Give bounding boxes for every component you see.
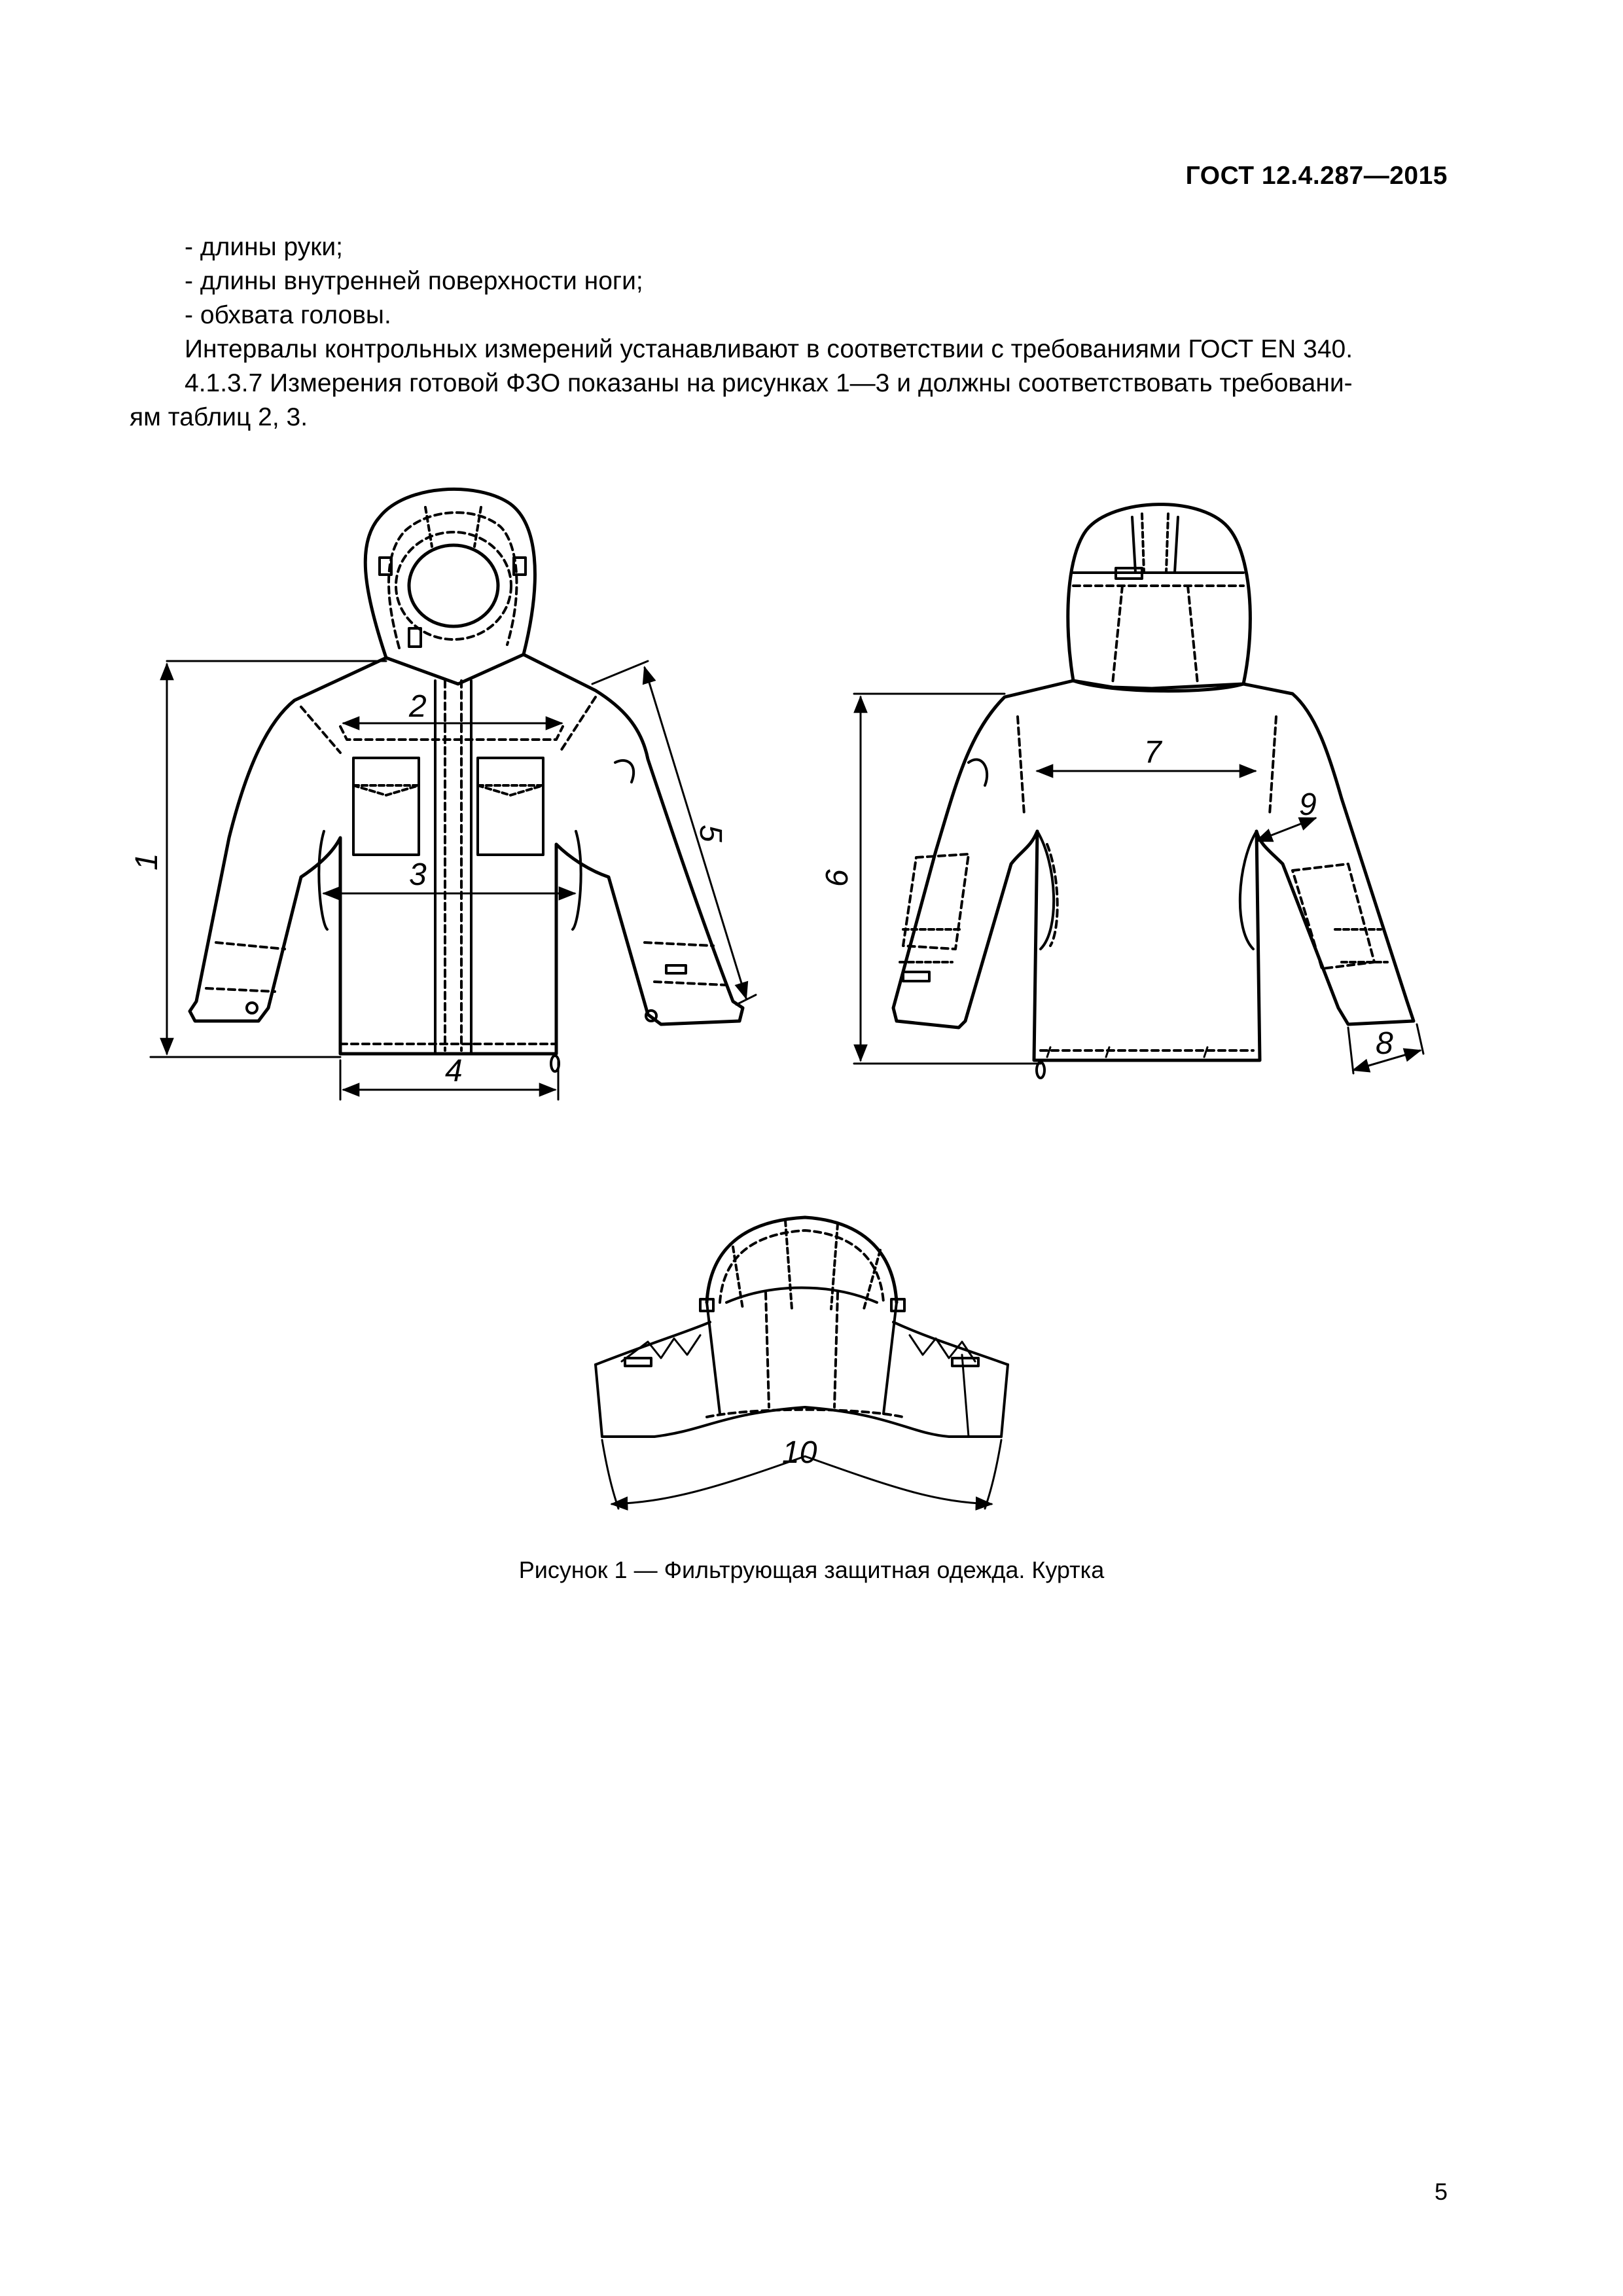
document-header: ГОСТ 12.4.287—2015 — [1185, 162, 1448, 190]
dimension-label-9: 9 — [1299, 787, 1317, 822]
jacket-back-view — [893, 505, 1414, 1078]
paragraph: Интервалы контрольных измерений устанавливают в соответствии с требованиями ГОСТ EN 340. — [185, 335, 1353, 363]
dimension-label-2: 2 — [409, 689, 427, 724]
dimension-label-8: 8 — [1376, 1026, 1393, 1061]
page-number: 5 — [1434, 2178, 1448, 2205]
list-item: - длины внутренней поверхности ноги; — [185, 267, 643, 295]
dimension-label-10: 10 — [782, 1435, 817, 1470]
paragraph: 4.1.3.7 Измерения готовой ФЗО показаны на рисунках 1—3 и должны соответствовать требовани- — [185, 369, 1353, 397]
dimension-label-7: 7 — [1144, 735, 1162, 770]
list-item: - длины руки; — [185, 233, 343, 261]
jacket-front-view — [190, 489, 743, 1071]
dimension-label-4: 4 — [445, 1054, 463, 1088]
paragraph-continuation: ям таблиц 2, 3. — [130, 403, 308, 431]
dimension-label-1: 1 — [130, 853, 164, 870]
dimension-label-3: 3 — [409, 857, 427, 892]
figure-caption: Рисунок 1 — Фильтрующая защитная одежда. Куртка — [518, 1556, 1105, 1583]
dimension-label-6: 6 — [820, 869, 855, 887]
dimension-label-5: 5 — [693, 825, 728, 842]
list-item: - обхвата головы. — [185, 301, 391, 329]
